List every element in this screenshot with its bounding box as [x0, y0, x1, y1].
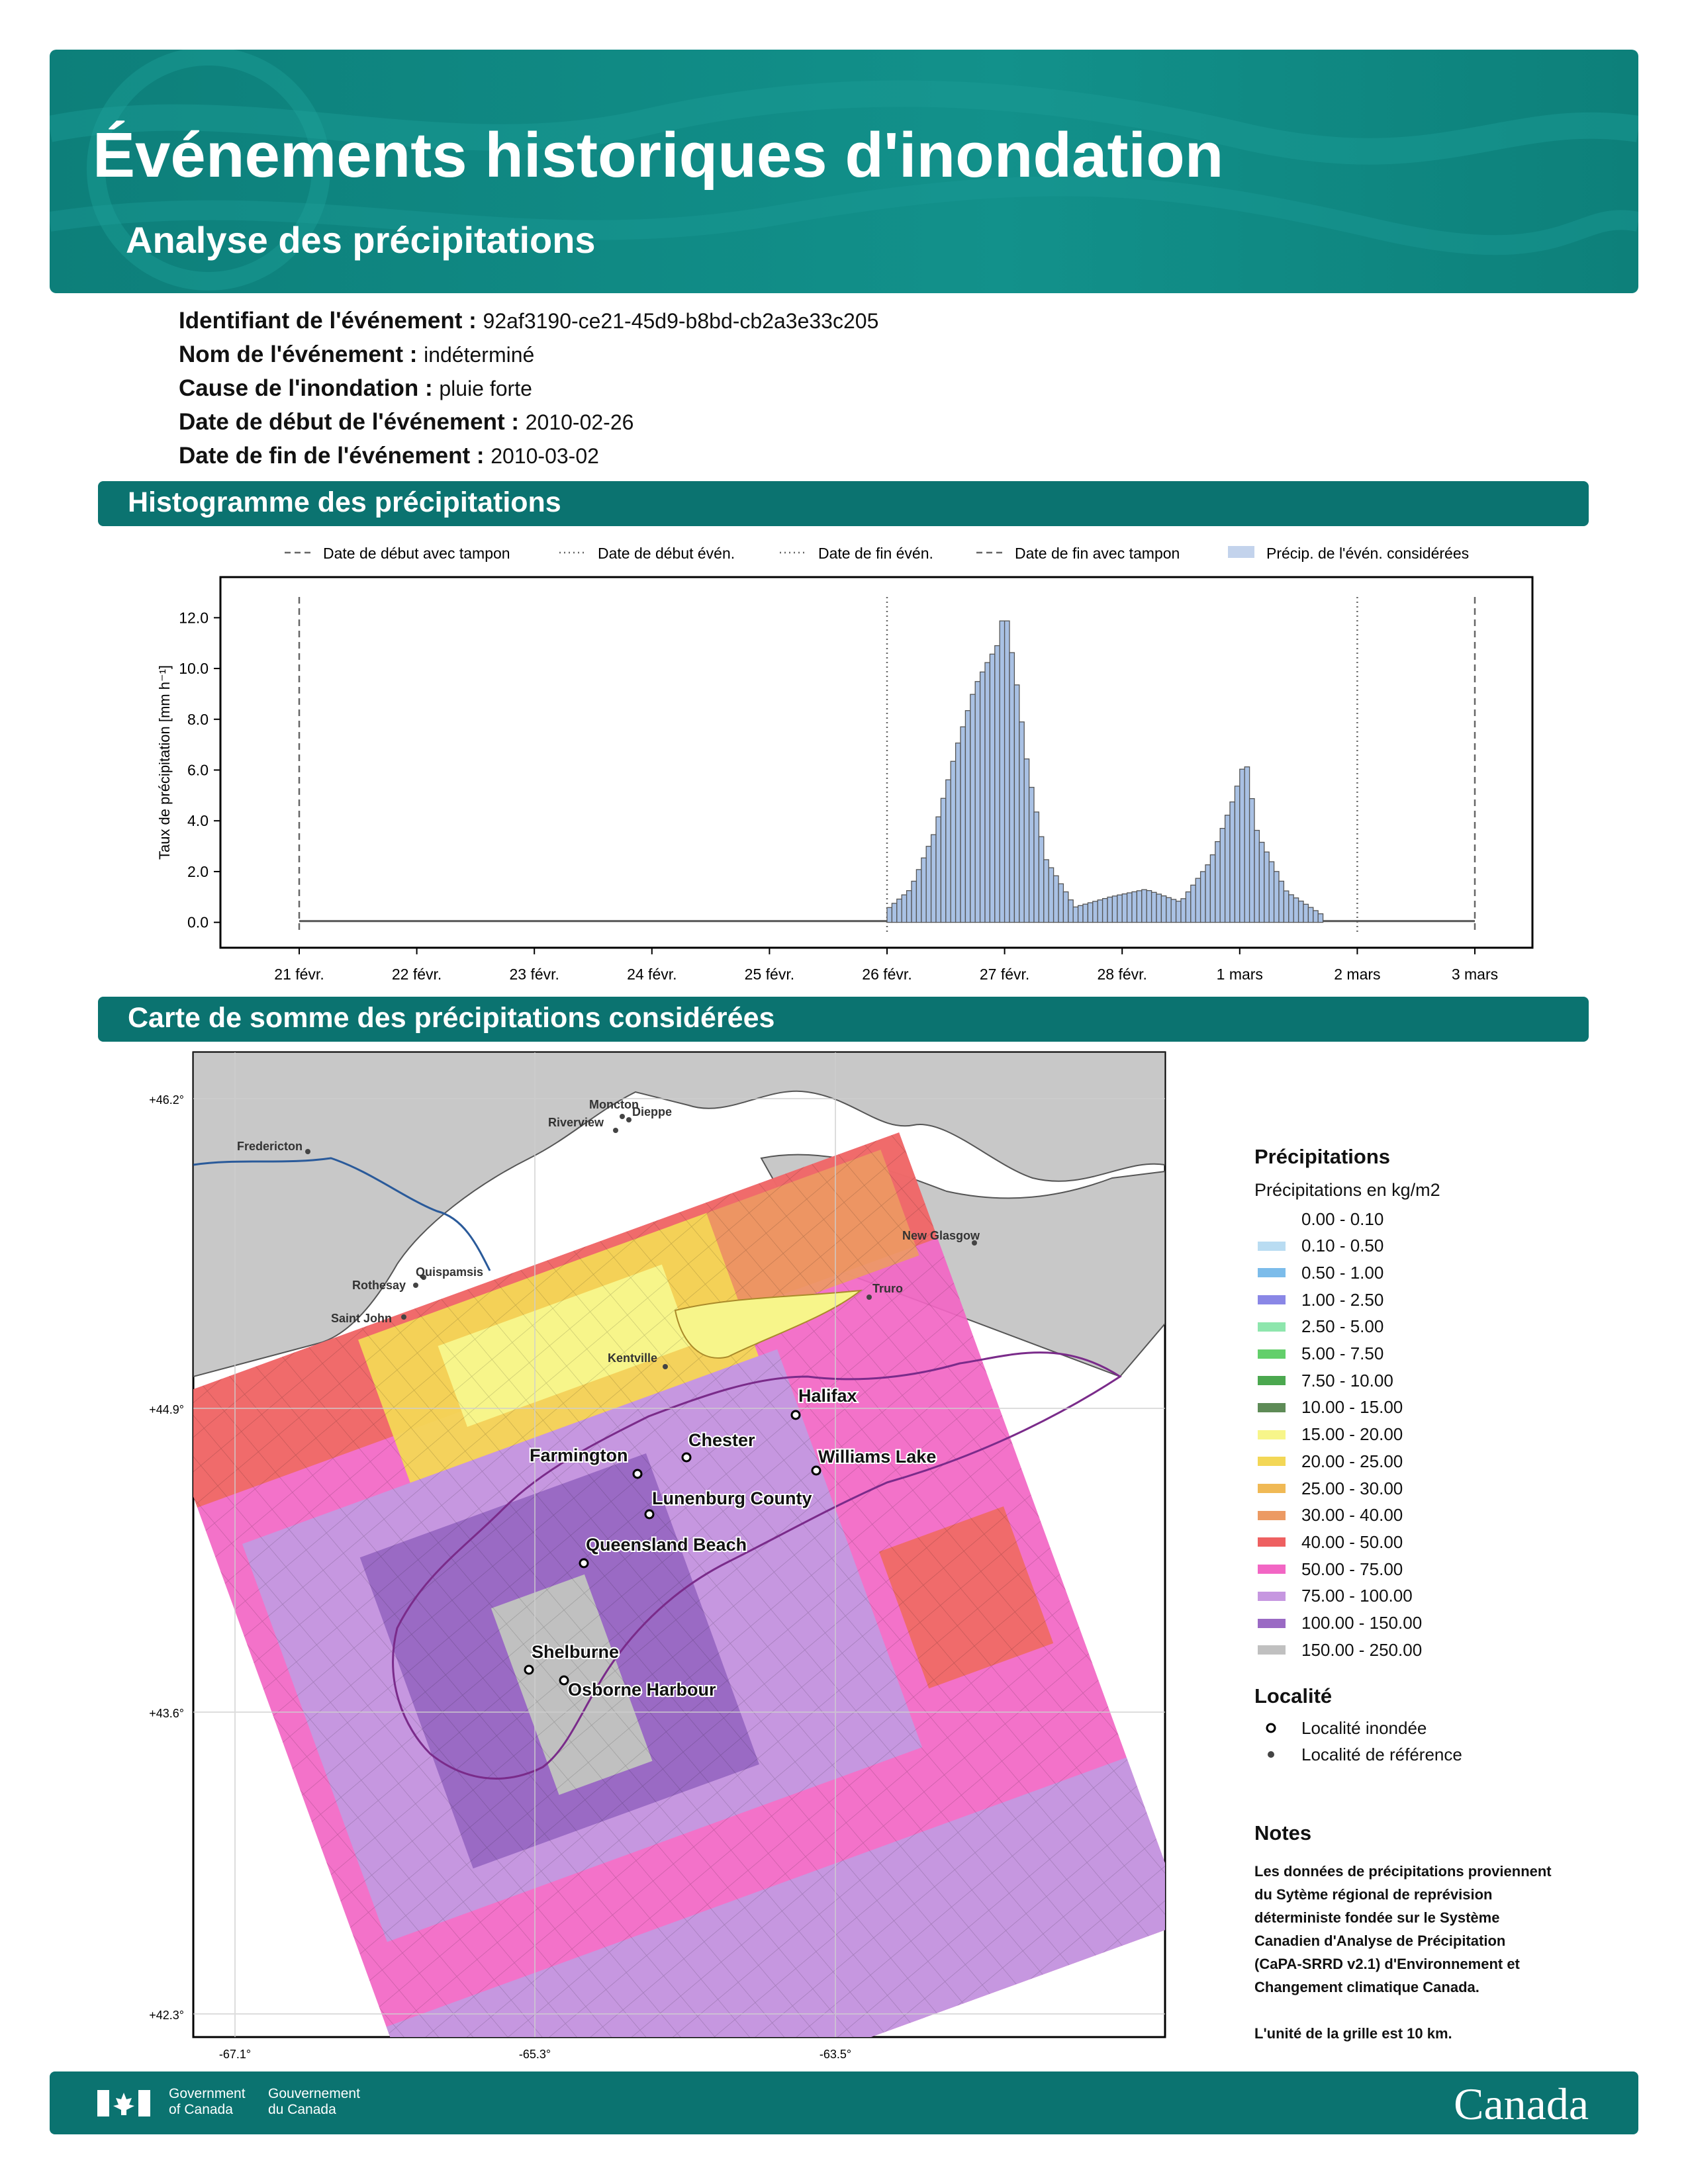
histogram-bar	[1308, 907, 1313, 923]
canada-wordmark: Canada	[1454, 2079, 1589, 2129]
histogram-bar	[1186, 892, 1190, 923]
reference-locality-label: Riverview	[548, 1116, 604, 1129]
histogram-bar	[1225, 815, 1230, 923]
histogram-bar	[931, 835, 936, 922]
legend-class-label: 20.00 - 25.00	[1301, 1451, 1403, 1471]
event-start-value: 2010-02-26	[525, 410, 634, 434]
x-tick-label: 27 févr.	[979, 966, 1030, 983]
legend-title: Précipitations	[1254, 1145, 1390, 1168]
histogram-bar	[1117, 895, 1122, 922]
legend-class-row	[1258, 1557, 1403, 1582]
histogram-bar	[946, 780, 951, 922]
event-end-value: 2010-03-02	[491, 444, 599, 468]
dot-marker-icon	[1258, 1748, 1301, 1761]
flooded-locality-marker	[580, 1559, 588, 1567]
histogram-bar	[1318, 914, 1323, 923]
histogram-bar	[1205, 865, 1210, 923]
histogram-bar	[1078, 905, 1083, 922]
histogram-bar	[1107, 897, 1112, 923]
y-tick-label: 4.0	[187, 812, 209, 830]
flooded-locality-label: Queensland Beach	[586, 1535, 747, 1555]
histogram-bar	[970, 694, 975, 922]
longitude-label: -63.5°	[819, 2048, 852, 2061]
open-circle-marker-icon	[1258, 1721, 1301, 1735]
reference-locality-label: Dieppe	[632, 1105, 673, 1118]
histogram-bar	[1303, 904, 1308, 922]
locality-legend-title: Localité	[1254, 1684, 1333, 1707]
histogram-bar	[1068, 900, 1073, 923]
legend-class-label: 10.00 - 15.00	[1301, 1397, 1403, 1418]
histogram-bar	[1112, 896, 1117, 923]
latitude-label: +46.2°	[149, 1093, 184, 1107]
histogram-bar	[1166, 897, 1171, 922]
x-tick-label: 2 mars	[1334, 966, 1381, 983]
histogram-bar	[1019, 722, 1024, 923]
legend-reference-label: Localité de référence	[1301, 1744, 1462, 1764]
x-tick-label: 23 févr.	[509, 966, 559, 983]
flooded-locality-label: Halifax	[798, 1386, 857, 1406]
histogram-bar	[1132, 891, 1137, 922]
histogram-bar	[1220, 829, 1225, 923]
latitude-label: +42.3°	[149, 2009, 184, 2022]
reference-locality-dot	[401, 1314, 406, 1320]
event-id-row	[179, 308, 878, 334]
flooded-locality-label: Osborne Harbour	[568, 1680, 716, 1700]
histogram-bar	[965, 711, 970, 923]
reference-locality-label: Fredericton	[237, 1140, 303, 1153]
histogram-bar	[1299, 901, 1303, 923]
histogram-bar	[887, 907, 892, 922]
x-tick-label: 1 mars	[1216, 966, 1263, 983]
histogram-bar	[1142, 889, 1147, 922]
flooded-locality-label: Williams Lake	[818, 1447, 937, 1467]
histogram-bar	[1000, 621, 1004, 922]
histogram-bar	[1098, 900, 1102, 923]
histogram-bar	[1152, 892, 1156, 922]
histogram-bar	[921, 858, 926, 922]
legend-color-swatch	[1258, 1430, 1286, 1439]
notes-grid-unit: L'unité de la grille est 10 km.	[1254, 2025, 1452, 2042]
legend-swatch	[1228, 546, 1254, 558]
latitude-label: +44.9°	[149, 1403, 184, 1416]
histogram-bar	[1230, 802, 1235, 923]
histogram-bar	[975, 682, 980, 923]
legend-class-label: 0.50 - 1.00	[1301, 1262, 1384, 1283]
histogram-bar	[1210, 855, 1215, 923]
x-tick-label: 28 févr.	[1097, 966, 1147, 983]
histogram-bar	[1049, 868, 1053, 923]
histogram-bar	[1044, 860, 1049, 923]
map-section-title: Carte de somme des précipitations considérées	[128, 1002, 775, 1034]
legend-class-row	[1258, 1234, 1383, 1259]
histogram-bar	[907, 891, 912, 923]
histogram-bar	[961, 727, 965, 922]
longitude-label: -65.3°	[518, 2048, 551, 2061]
histogram-section-bar	[98, 481, 1589, 526]
histogram-bar	[1073, 907, 1078, 922]
legend-class-label: 150.00 - 250.00	[1301, 1639, 1423, 1660]
legend-color-swatch	[1258, 1322, 1286, 1332]
histogram-bar	[1147, 891, 1151, 923]
reference-locality-dot	[305, 1149, 310, 1154]
gov-en-wordmark	[169, 2086, 246, 2118]
legend-class-row	[1258, 1529, 1403, 1555]
legend-class-row	[1258, 1287, 1383, 1312]
legend-class-label: 7.50 - 10.00	[1301, 1370, 1393, 1390]
histogram-bar	[1274, 872, 1279, 923]
histogram-bar	[926, 846, 931, 923]
histogram-bar	[1014, 685, 1019, 923]
legend-reference-locality	[1258, 1742, 1462, 1767]
legend-class-row	[1258, 1449, 1403, 1474]
histogram-bar	[1240, 769, 1244, 922]
legend-class-row	[1258, 1260, 1383, 1285]
x-tick-label: 22 févr.	[391, 966, 442, 983]
histogram-bar	[1244, 767, 1249, 923]
legend-class-row	[1258, 1342, 1383, 1367]
footer-bar	[50, 2071, 1638, 2134]
histogram-bar	[902, 895, 906, 923]
legend-label: Date de fin avec tampon	[1015, 545, 1180, 562]
flooded-locality-marker	[525, 1666, 533, 1674]
event-name-row	[179, 341, 534, 368]
legend-color-swatch	[1258, 1619, 1286, 1628]
chart-legend	[285, 545, 1469, 562]
legend-label: Précip. de l'évén. considérées	[1266, 545, 1470, 562]
legend-class-label: 75.00 - 100.00	[1301, 1586, 1413, 1606]
histogram-bar	[936, 817, 941, 922]
legend-color-swatch	[1258, 1537, 1286, 1547]
legend-class-label: 30.00 - 40.00	[1301, 1505, 1403, 1525]
histogram-bar	[1176, 901, 1181, 923]
legend-class-row	[1258, 1476, 1403, 1501]
page-title: Événements historiques d'inondation	[93, 120, 1224, 191]
legend-class-row	[1258, 1314, 1383, 1340]
reference-locality-dot	[413, 1283, 418, 1288]
x-tick-label: 3 mars	[1451, 966, 1499, 983]
histogram-bar	[1034, 812, 1039, 923]
histogram-bar	[912, 881, 916, 922]
legend-color-swatch	[1258, 1592, 1286, 1601]
event-start-row	[179, 409, 633, 435]
notes-line: Canadien d'Analyse de Précipitation	[1254, 1933, 1506, 1949]
legend-class-label: 50.00 - 75.00	[1301, 1559, 1403, 1579]
histogram-bar	[1259, 842, 1264, 923]
histogram-bar	[1161, 896, 1166, 923]
legend-class-label: 0.10 - 0.50	[1301, 1236, 1384, 1256]
histogram-section-title: Histogramme des précipitations	[128, 486, 561, 518]
legend-class-row	[1258, 1368, 1393, 1393]
legend-color-swatch	[1258, 1565, 1286, 1574]
legend-color-swatch	[1258, 1484, 1286, 1493]
gov-en-line2: of Canada	[169, 2102, 233, 2117]
flooded-locality-marker	[633, 1470, 641, 1478]
histogram-bar	[1171, 899, 1176, 923]
histogram-bar	[1093, 901, 1098, 923]
legend-entry	[976, 545, 1180, 562]
notes-line: déterministe fondée sur le Système	[1254, 1909, 1500, 1926]
legend-class-label: 1.00 - 2.50	[1301, 1289, 1384, 1310]
reference-locality-label: Truro	[872, 1282, 904, 1295]
reference-locality-label: New Glasgow	[902, 1229, 980, 1242]
gov-fr-line1: Gouvernement	[268, 2086, 360, 2101]
histogram-bar	[1088, 903, 1092, 923]
reference-locality-dot	[613, 1128, 618, 1133]
flooded-locality-marker	[645, 1510, 653, 1518]
legend-entry	[1228, 545, 1469, 562]
histogram-bar	[1201, 872, 1205, 923]
legend-color-swatch	[1258, 1511, 1286, 1520]
histogram-bar	[1058, 884, 1063, 922]
histogram-bar	[951, 761, 955, 922]
notes-line: (CaPA-SRRD v2.1) d'Environnement et	[1254, 1956, 1520, 1972]
histogram-bar	[892, 903, 896, 923]
y-tick-label: 12.0	[179, 609, 209, 627]
flooded-locality-label: Shelburne	[532, 1642, 620, 1662]
histogram-bar	[1122, 894, 1127, 923]
legend-entry	[780, 545, 933, 562]
flooded-locality-marker	[682, 1453, 690, 1461]
x-tick-label: 26 févr.	[862, 966, 912, 983]
event-cause-row	[179, 375, 532, 402]
legend-color-swatch	[1258, 1268, 1286, 1277]
event-cause-label: Cause de l'inondation :	[179, 375, 433, 401]
legend-subtitle: Précipitations en kg/m2	[1254, 1180, 1440, 1200]
legend-color-swatch	[1258, 1242, 1286, 1251]
legend-color-swatch	[1258, 1214, 1286, 1224]
event-id-value: 92af3190-ce21-45d9-b8bd-cb2a3e33c205	[483, 309, 879, 333]
gov-en-line1: Government	[169, 2086, 246, 2101]
histogram-bar	[916, 870, 921, 923]
notes-body	[1254, 1860, 1612, 2045]
histogram-bar	[1181, 899, 1186, 923]
flooded-locality-label: Lunenburg County	[652, 1488, 812, 1508]
histogram-bar	[1054, 876, 1058, 922]
x-tick-label: 24 févr.	[627, 966, 677, 983]
histogram-bar	[1024, 759, 1029, 923]
histogram-bar	[1264, 852, 1269, 922]
canada-flag-icon	[97, 2090, 150, 2116]
map-section-bar	[98, 997, 1589, 1042]
reference-locality-label: Moncton	[589, 1098, 639, 1111]
flooded-locality-label: Chester	[688, 1430, 755, 1450]
legend-class-label: 2.50 - 5.00	[1301, 1316, 1384, 1337]
reference-locality-dot	[626, 1117, 632, 1122]
page-subtitle: Analyse des précipitations	[126, 219, 596, 261]
histogram-bar	[1313, 911, 1318, 923]
legend-class-row	[1258, 1503, 1403, 1528]
histogram-bar	[1269, 862, 1274, 923]
gov-fr-line2: du Canada	[268, 2102, 336, 2117]
reference-locality-dot	[620, 1114, 625, 1119]
histogram-bar	[1103, 899, 1107, 923]
notes-line: du Sytème régional de reprévision	[1254, 1886, 1493, 1903]
longitude-label: -67.1°	[218, 2048, 252, 2061]
reference-locality-label: Saint John	[331, 1312, 393, 1325]
histogram-bar	[1250, 799, 1254, 923]
precipitation-histogram	[0, 529, 1688, 993]
legend-class-row	[1258, 1637, 1422, 1662]
histogram-bar	[1039, 837, 1043, 922]
event-end-row	[179, 443, 599, 469]
legend-color-swatch	[1258, 1645, 1286, 1655]
precipitation-map	[0, 1046, 1192, 2065]
legend-class-label: 5.00 - 7.50	[1301, 1343, 1384, 1363]
legend-class-row	[1258, 1206, 1383, 1232]
histogram-bar	[1293, 898, 1298, 923]
histogram-bar	[995, 646, 1000, 923]
legend-color-swatch	[1258, 1403, 1286, 1412]
histogram-bar	[1083, 904, 1088, 922]
legend-class-row	[1258, 1395, 1403, 1420]
y-tick-label: 2.0	[187, 862, 209, 880]
histogram-bar	[897, 899, 902, 922]
legend-color-swatch	[1258, 1349, 1286, 1359]
histogram-bar	[990, 654, 994, 922]
legend-flooded-locality	[1258, 1715, 1427, 1741]
flooded-locality-marker	[812, 1467, 820, 1475]
histogram-bar	[985, 662, 990, 923]
gov-fr-wordmark	[268, 2086, 360, 2118]
flooded-locality-marker	[560, 1676, 568, 1684]
histogram-bar	[1284, 891, 1288, 922]
histogram-bar	[1063, 892, 1068, 923]
notes-line: Les données de précipitations proviennent	[1254, 1863, 1552, 1880]
histogram-bar	[941, 798, 945, 922]
x-tick-label: 21 févr.	[274, 966, 324, 983]
plot-frame	[220, 577, 1532, 948]
legend-class-label: 100.00 - 150.00	[1301, 1613, 1423, 1633]
legend-entry	[285, 545, 510, 562]
event-end-label: Date de fin de l'événement :	[179, 443, 485, 469]
y-tick-label: 6.0	[187, 761, 209, 779]
legend-class-label: 25.00 - 30.00	[1301, 1478, 1403, 1498]
histogram-bar	[956, 743, 961, 923]
histogram-bar	[1196, 878, 1200, 922]
histogram-bar	[1235, 786, 1239, 923]
flooded-locality-label: Farmington	[530, 1445, 628, 1465]
y-tick-label: 8.0	[187, 710, 209, 728]
histogram-bar	[1191, 885, 1196, 922]
header-banner	[50, 50, 1638, 293]
legend-class-row	[1258, 1422, 1403, 1447]
legend-entry	[559, 545, 735, 562]
notes-title: Notes	[1254, 1821, 1312, 1844]
latitude-label: +43.6°	[149, 1707, 184, 1720]
legend-label: Date de début évén.	[598, 545, 735, 562]
notes-line: Changement climatique Canada.	[1254, 1979, 1479, 1995]
legend-class-label: 40.00 - 50.00	[1301, 1531, 1403, 1552]
legend-flooded-label: Localité inondée	[1301, 1717, 1427, 1738]
histogram-bar	[1005, 621, 1009, 922]
histogram-bar	[1009, 653, 1014, 923]
flooded-locality-marker	[792, 1411, 800, 1419]
legend-class-row	[1258, 1584, 1413, 1609]
histogram-bar	[1137, 891, 1141, 923]
reference-locality-label: Quispamsis	[416, 1265, 484, 1279]
event-id-label: Identifiant de l'événement :	[179, 308, 477, 334]
event-start-label: Date de début de l'événement :	[179, 409, 519, 435]
histogram-bar	[1029, 788, 1034, 923]
legend-color-swatch	[1258, 1457, 1286, 1466]
reference-locality-label: Kentville	[608, 1351, 658, 1365]
histogram-bar	[1156, 894, 1161, 923]
reference-locality-dot	[867, 1295, 872, 1300]
legend-class-label: 0.00 - 0.10	[1301, 1208, 1384, 1229]
histogram-bar	[1127, 893, 1132, 923]
y-tick-label: 0.0	[187, 913, 209, 931]
x-tick-label: 25 févr.	[744, 966, 795, 983]
legend-color-swatch	[1258, 1376, 1286, 1385]
y-tick-label: 10.0	[179, 660, 209, 678]
histogram-bar	[1254, 831, 1259, 923]
legend-class-row	[1258, 1611, 1422, 1636]
legend-color-swatch	[1258, 1295, 1286, 1304]
event-name-label: Nom de l'événement :	[179, 341, 418, 367]
reference-locality-label: Rothesay	[352, 1279, 406, 1292]
y-axis-label: Taux de précipitation [mm h⁻¹]	[156, 664, 173, 860]
histogram-bar	[980, 672, 985, 922]
legend-class-label: 15.00 - 20.00	[1301, 1424, 1403, 1445]
event-cause-value: pluie forte	[439, 377, 532, 400]
event-name-value: indéterminé	[424, 343, 535, 367]
histogram-bar	[1289, 895, 1293, 923]
legend-label: Date de début avec tampon	[323, 545, 510, 562]
histogram-bar	[1215, 842, 1220, 923]
histogram-bar	[1279, 881, 1284, 922]
reference-locality-dot	[663, 1364, 668, 1369]
legend-label: Date de fin évén.	[818, 545, 933, 562]
